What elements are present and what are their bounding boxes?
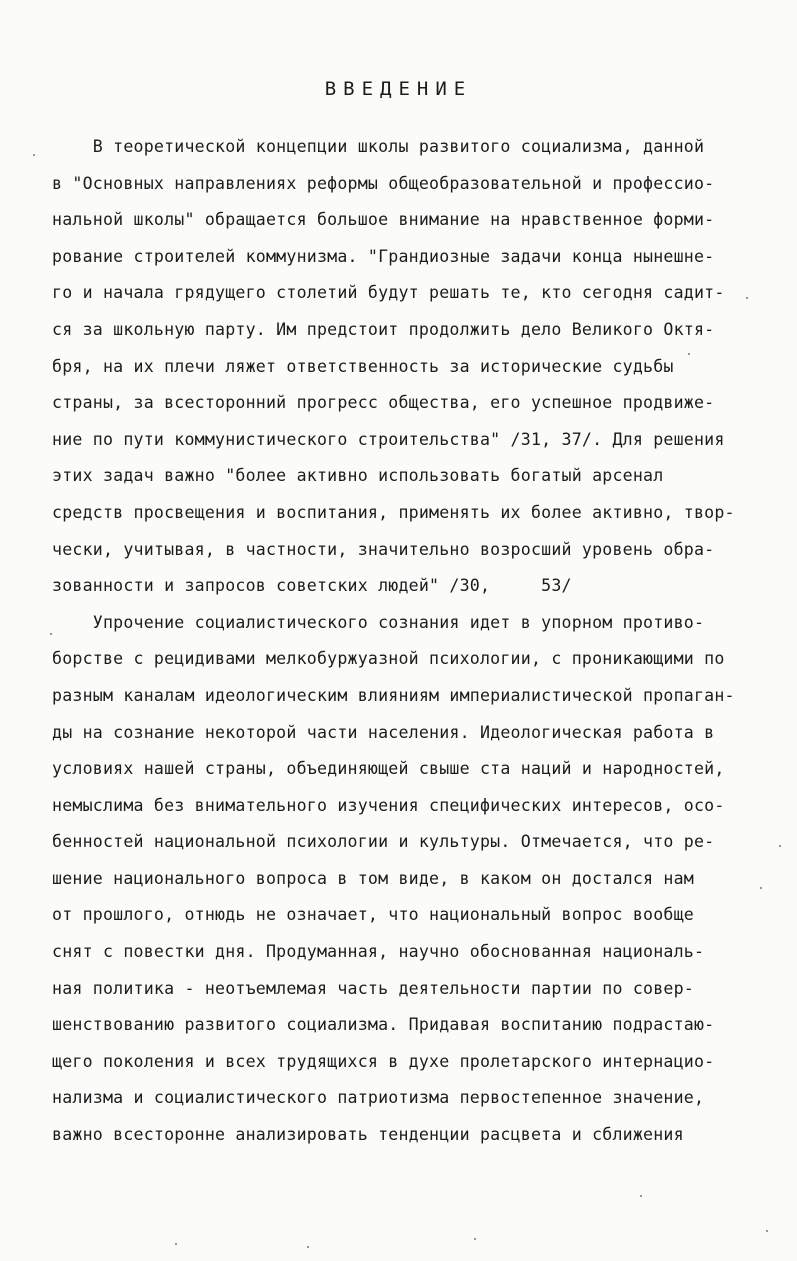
text-line: средств просвещения и воспитания, применять их более активно, твор-	[52, 502, 735, 522]
text-line: чески, учитывая, в частности, значительно возросший уровень обра-	[52, 539, 715, 559]
scan-speck	[175, 1243, 177, 1245]
text-line: ды на сознание некоторой части населения. Идеологическая работа в	[52, 722, 715, 742]
text-line: нальной школы" обращается большое внимание на нравственное форми-	[52, 210, 715, 230]
text-line: от прошлого, отнюдь не означает, что национальный вопрос вообще	[52, 905, 694, 925]
scan-speck	[766, 1230, 768, 1232]
scan-speck	[779, 845, 781, 847]
text-line: бря, на их плечи ляжет ответственность за исторические судьбы	[52, 356, 674, 376]
text-line: условиях нашей страны, объединяющей свыше ста наций и народностей,	[52, 759, 725, 779]
text-line: важно всесторонне анализировать тенденции расцвета и сближения	[52, 1125, 684, 1145]
scan-speck	[640, 1195, 642, 1197]
scan-speck	[50, 633, 52, 635]
scan-speck	[746, 297, 748, 299]
text-line: В теоретической концепции школы развитого социализма, данной	[52, 137, 705, 156]
text-line: шение национального вопроса в том виде, в каком он достался нам	[52, 868, 694, 888]
text-line: в "Основных направлениях реформы общеобразовательной и профессио-	[52, 173, 715, 193]
scan-speck	[474, 1238, 476, 1240]
body-text	[52, 133, 792, 1158]
scan-speck	[307, 1246, 309, 1248]
scan-speck	[688, 353, 690, 355]
text-line: го и начала грядущего столетий будут решать те, кто сегодня садит-	[52, 283, 725, 303]
text-line: зованности и запросов советских людей" /30, 53/	[52, 576, 572, 596]
text-line: снят с повестки дня. Продуманная, научно обоснованная националь-	[52, 942, 705, 962]
page-title: ВВЕДЕНИЕ	[324, 78, 473, 100]
scan-speck	[33, 154, 35, 156]
text-line: шенствованию развитого социализма. Придавая воспитанию подрастаю-	[52, 1015, 715, 1035]
text-line: борстве с рецидивами мелкобуржуазной психологии, с проникающими по	[52, 649, 725, 669]
text-line: немыслима без внимательного изучения специфических интересов, осо-	[52, 795, 725, 815]
text-line: разным каналам идеологическим влияниям империалистической пропаган-	[52, 685, 735, 705]
scan-speck	[760, 887, 762, 889]
text-line: этих задач важно "более активно использовать богатый арсенал	[52, 466, 664, 486]
text-line: страны, за всесторонний прогресс общества, его успешное продвиже-	[52, 393, 715, 413]
text-line: Упрочение социалистического сознания идет в упорном противо-	[52, 612, 705, 632]
text-line: нализма и социалистического патриотизма первостепенное значение,	[52, 1088, 705, 1108]
text-line: ся за школьную парту. Им предстоит продолжить дело Великого Октя-	[52, 319, 715, 339]
text-line: рование строителей коммунизма. "Грандиозные задачи конца нынешне-	[52, 246, 715, 266]
text-line: ная политика - неотъемлемая часть деятельности партии по совер-	[52, 978, 694, 998]
text-line: щего поколения и всех трудящихся в духе пролетарского интернацио-	[52, 1051, 715, 1071]
text-line: бенностей национальной психологии и культуры. Отмечается, что ре-	[52, 832, 715, 852]
text-line: ние по пути коммунистического строительства" /31, 37/. Для решения	[52, 429, 725, 449]
